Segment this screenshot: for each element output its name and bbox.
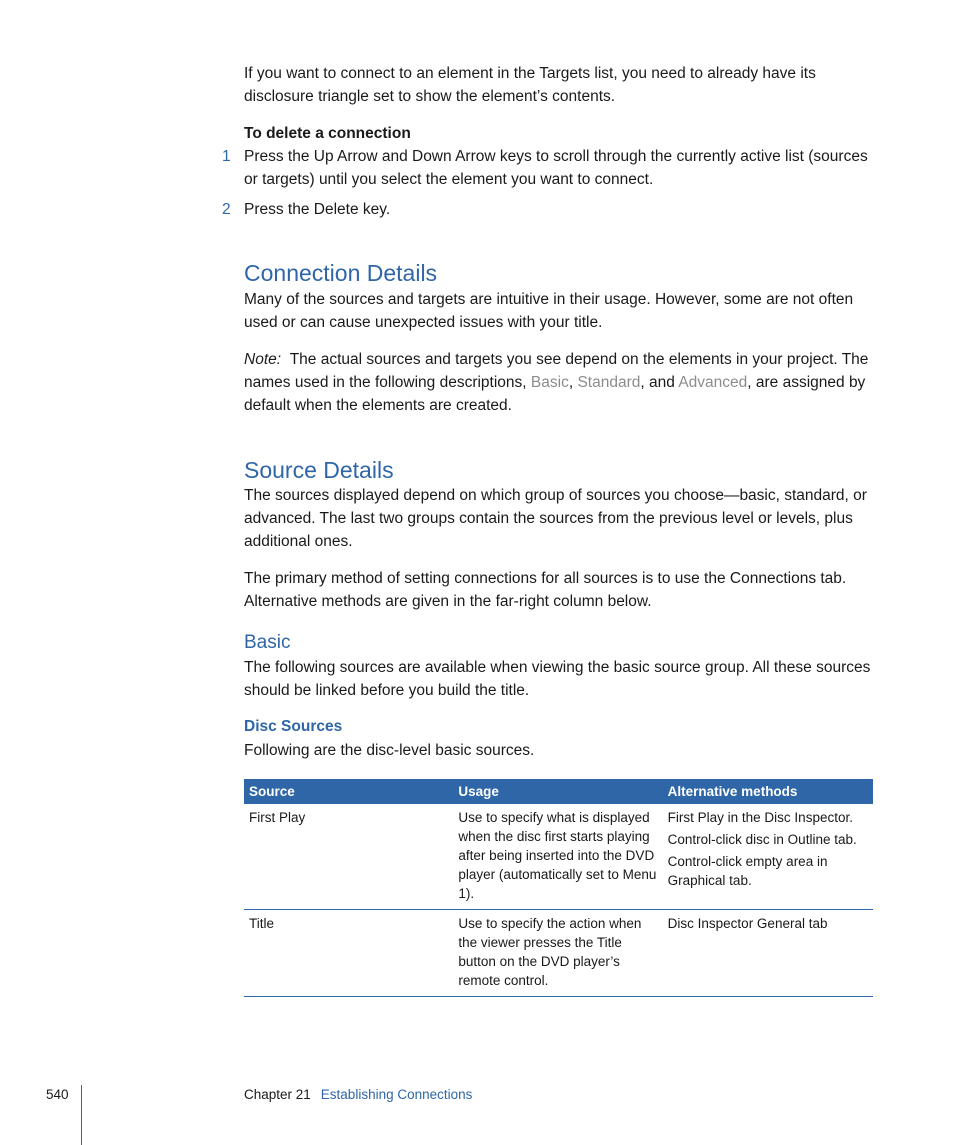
table-header-source: Source [244, 779, 453, 804]
disc-sources-table [244, 779, 873, 997]
basic-paragraph: The following sources are available when viewing the basic source group. All these sources should be linked before you build the title. [244, 659, 871, 699]
section-heading-source-details: Source Details [244, 457, 394, 483]
chapter-label: Chapter 21 [244, 1087, 311, 1102]
note-standard: Standard [577, 374, 641, 391]
note-separator: , and [640, 374, 679, 391]
footer-chapter [244, 1087, 472, 1102]
table-header-row [244, 779, 873, 804]
table-row [244, 804, 873, 910]
connection-details-paragraph: Many of the sources and targets are intuitive in their usage. However, some are not often used or can cause unexpected issues with your title. [244, 291, 854, 331]
step-text: Press the Up Arrow and Down Arrow keys to scroll through the currently active list (sources or targets) until you select the element you want to connect. [244, 148, 868, 188]
source-details-paragraph-1: The sources displayed depend on which group of sources you choose—basic, standard, or advanced. The last two groups contain the sources from the previous level or levels, plus additional ones. [244, 487, 867, 550]
alt-method: First Play in the Disc Inspector. [667, 810, 853, 825]
task-heading: To delete a connection [244, 125, 411, 142]
intro-paragraph: If you want to connect to an element in the Targets list, you need to already have its disclosure triangle set to show the element’s contents. [244, 65, 816, 105]
chapter-title: Establishing Connections [320, 1087, 473, 1102]
disc-sources-paragraph: Following are the disc-level basic sources. [244, 742, 535, 759]
page-number: 540 [46, 1087, 69, 1102]
note-paragraph [244, 348, 876, 417]
note-label: Note: [244, 351, 282, 368]
note-separator: , [568, 374, 578, 391]
note-text: The actual sources and targets you see depend on the elements in your project. The names used in the following descriptions, [244, 351, 869, 391]
table-cell-source: First Play [244, 804, 453, 910]
note-text-end: , are assigned by default when the elements are created. [244, 374, 866, 414]
step-number: 1 [222, 148, 231, 165]
table-header-alternative-methods: Alternative methods [663, 779, 873, 804]
alt-method: Control-click disc in Outline tab. [667, 832, 857, 847]
alt-method: Disc Inspector General tab [667, 916, 828, 931]
table-cell-usage: Use to specify the action when the viewer presses the Title button on the DVD player’s remote control. [453, 910, 662, 997]
step-text: Press the Delete key. [244, 201, 391, 218]
footer-divider [81, 1085, 82, 1145]
table-header-usage: Usage [453, 779, 662, 804]
section-heading-connection-details: Connection Details [244, 260, 438, 286]
table-cell-usage: Use to specify what is displayed when the disc first starts playing after being inserted into the DVD player (automatically set to Menu 1). [453, 804, 662, 910]
subsubsection-heading-disc-sources: Disc Sources [244, 718, 343, 735]
table-cell-source: Title [244, 910, 453, 997]
table-cell-alternative [663, 910, 873, 997]
table-cell-alternative [663, 804, 873, 910]
source-details-paragraph-2: The primary method of setting connections for all sources is to use the Connections tab. Alternative methods are given in the far-right column below. [244, 570, 847, 610]
table-row [244, 910, 873, 997]
note-advanced: Advanced [678, 374, 748, 391]
subsection-heading-basic: Basic [244, 632, 291, 653]
note-basic: Basic [530, 374, 569, 391]
step-number: 2 [222, 201, 231, 218]
alt-method: Control-click empty area in Graphical tab. [667, 854, 828, 888]
